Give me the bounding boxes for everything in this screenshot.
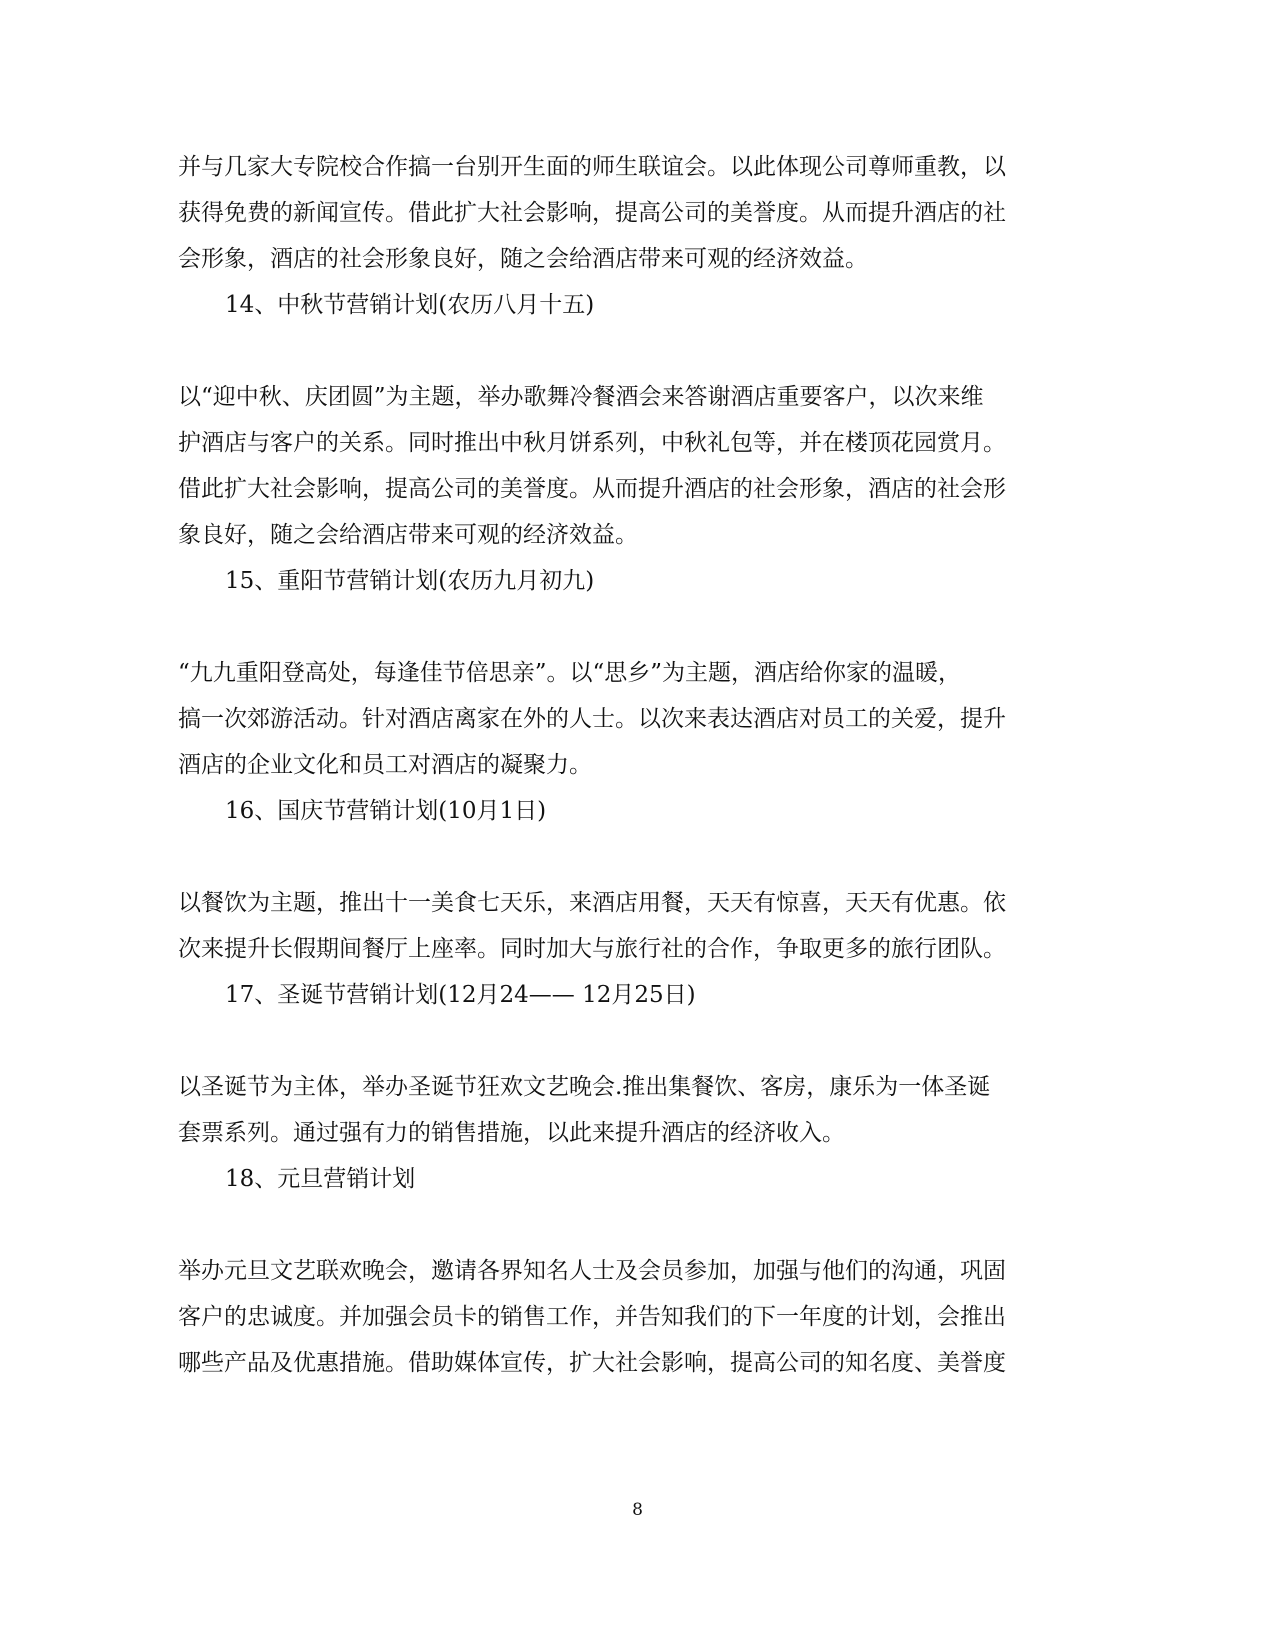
- paragraph-line: 以圣诞节为主体，举办圣诞节狂欢文艺晚会.推出集餐饮、客房，康乐为一体圣诞: [178, 1074, 991, 1100]
- paragraph-line: 以餐饮为主题，推出十一美食七天乐，来酒店用餐，天天有惊喜，天天有优惠。依: [178, 890, 1006, 916]
- paragraph-line: 会形象，酒店的社会形象良好，随之会给酒店带来可观的经济效益。: [178, 246, 868, 272]
- paragraph-line: 借此扩大社会影响，提高公司的美誉度。从而提升酒店的社会形象，酒店的社会形: [178, 476, 1006, 502]
- paragraph-line: 护酒店与客户的关系。同时推出中秋月饼系列，中秋礼包等，并在楼顶花园赏月。: [178, 430, 1006, 456]
- paragraph-line: 套票系列。通过强有力的销售措施，以此来提升酒店的经济收入。: [178, 1120, 845, 1146]
- section-heading: 18、元旦营销计划: [225, 1166, 416, 1192]
- paragraph-line: 以“迎中秋、庆团圆”为主题，举办歌舞冷餐酒会来答谢酒店重要客户，以次来维: [178, 384, 984, 410]
- paragraph-line: 酒店的企业文化和员工对酒店的凝聚力。: [178, 752, 592, 778]
- section-heading: 14、中秋节营销计划(农历八月十五): [225, 292, 595, 318]
- paragraph-line: 客户的忠诚度。并加强会员卡的销售工作，并告知我们的下一年度的计划，会推出: [178, 1304, 1006, 1330]
- paragraph-line: 搞一次郊游活动。针对酒店离家在外的人士。以次来表达酒店对员工的关爱，提升: [178, 706, 1006, 732]
- paragraph-line: 并与几家大专院校合作搞一台别开生面的师生联谊会。以此体现公司尊师重教，以: [178, 154, 1006, 180]
- section-heading: 17、圣诞节营销计划(12月24—— 12月25日): [225, 982, 696, 1008]
- paragraph-line: “九九重阳登高处，每逢佳节倍思亲”。以“思乡”为主题，酒店给你家的温暖，: [178, 660, 962, 686]
- page-number: 8: [632, 1500, 643, 1520]
- paragraph-line: 象良好，随之会给酒店带来可观的经济效益。: [178, 522, 638, 548]
- paragraph-line: 次来提升长假期间餐厅上座率。同时加大与旅行社的合作，争取更多的旅行团队。: [178, 936, 1006, 962]
- paragraph-line: 举办元旦文艺联欢晚会，邀请各界知名人士及会员参加，加强与他们的沟通，巩固: [178, 1258, 1006, 1284]
- section-heading: 15、重阳节营销计划(农历九月初九): [225, 568, 595, 594]
- paragraph-line: 获得免费的新闻宣传。借此扩大社会影响，提高公司的美誉度。从而提升酒店的社: [178, 200, 1006, 226]
- section-heading: 16、国庆节营销计划(10月1日): [225, 798, 547, 824]
- paragraph-line: 哪些产品及优惠措施。借助媒体宣传，扩大社会影响，提高公司的知名度、美誉度: [178, 1350, 1006, 1376]
